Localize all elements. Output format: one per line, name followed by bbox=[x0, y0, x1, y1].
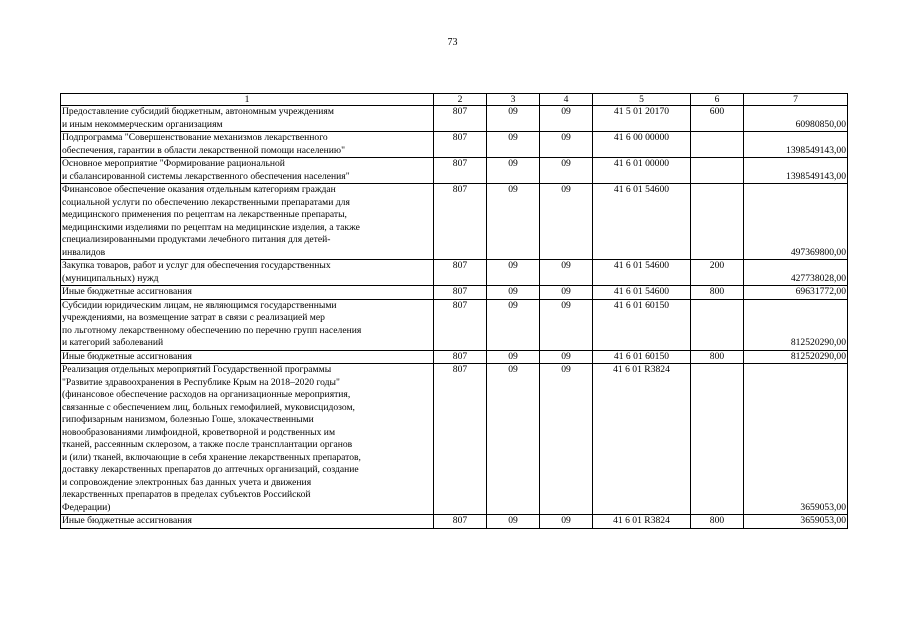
cell-ved: 807 bbox=[434, 364, 487, 515]
cell-name bbox=[61, 158, 434, 184]
cell-subsection: 09 bbox=[540, 299, 593, 350]
cell-section: 09 bbox=[487, 515, 540, 529]
cell-subsection: 09 bbox=[540, 132, 593, 158]
table-row bbox=[61, 132, 848, 158]
table-row bbox=[61, 184, 848, 260]
cell-name-line: и сопровождение электронных баз данных учета и движения bbox=[62, 476, 312, 488]
cell-section: 09 bbox=[487, 106, 540, 132]
cell-name-line: специализированными продуктами лечебного питания для детей- bbox=[62, 234, 331, 245]
cell-name-line: учреждениями, на возмещение затрат в связи с реализацией мер bbox=[62, 312, 325, 323]
cell-name bbox=[61, 106, 434, 132]
cell-name-line: Подпрограмма "Совершенствование механизмов лекарственного bbox=[62, 132, 328, 143]
cell-subsection: 09 bbox=[540, 184, 593, 260]
cell-expense-type bbox=[691, 184, 744, 260]
cell-ved: 807 bbox=[434, 515, 487, 529]
cell-section: 09 bbox=[487, 364, 540, 515]
table-row bbox=[61, 286, 848, 300]
cell-ved: 807 bbox=[434, 350, 487, 364]
table-row bbox=[61, 299, 848, 350]
cell-section: 09 bbox=[487, 350, 540, 364]
cell-expense-type: 800 bbox=[691, 350, 744, 364]
cell-target-code: 41 6 00 00000 bbox=[593, 132, 691, 158]
cell-expense-type bbox=[691, 364, 744, 515]
cell-name bbox=[61, 260, 434, 286]
cell-target-code: 41 6 01 54600 bbox=[593, 184, 691, 260]
cell-target-code: 41 6 01 54600 bbox=[593, 260, 691, 286]
cell-ved: 807 bbox=[434, 184, 487, 260]
cell-expense-type: 800 bbox=[691, 515, 744, 529]
cell-amount: 427738028,00 bbox=[744, 260, 848, 286]
cell-target-code: 41 6 01 54600 bbox=[593, 286, 691, 300]
header-col-4: 4 bbox=[540, 94, 593, 106]
cell-name-line: и сбалансированной системы лекарственного обеспечения населения" bbox=[62, 170, 350, 182]
cell-subsection: 09 bbox=[540, 515, 593, 529]
table-row bbox=[61, 260, 848, 286]
cell-subsection: 09 bbox=[540, 364, 593, 515]
cell-subsection: 09 bbox=[540, 286, 593, 300]
cell-name-line: Основное мероприятие "Формирование рациональной bbox=[62, 158, 285, 169]
header-col-7: 7 bbox=[744, 94, 848, 106]
header-col-5: 5 bbox=[593, 94, 691, 106]
cell-name-line: тканей, рассеянным склерозом, а также после трансплантации органов bbox=[62, 439, 353, 450]
cell-name bbox=[61, 184, 434, 260]
cell-amount: 812520290,00 bbox=[744, 350, 848, 364]
cell-ved: 807 bbox=[434, 299, 487, 350]
cell-amount: 812520290,00 bbox=[744, 299, 848, 350]
cell-name-line: и иным некоммерческим организациям bbox=[62, 118, 223, 130]
cell-target-code: 41 6 01 R3824 bbox=[593, 515, 691, 529]
header-col-3: 3 bbox=[487, 94, 540, 106]
cell-expense-type: 600 bbox=[691, 106, 744, 132]
cell-subsection: 09 bbox=[540, 260, 593, 286]
cell-subsection: 09 bbox=[540, 350, 593, 364]
cell-target-code: 41 6 01 60150 bbox=[593, 299, 691, 350]
cell-name-line: Закупка товаров, работ и услуг для обеспечения государственных bbox=[62, 260, 331, 271]
cell-name-line: Федерации) bbox=[62, 501, 111, 513]
cell-section: 09 bbox=[487, 158, 540, 184]
cell-name-line: гипофизарным нанизмом, болезнью Гоше, злокачественными bbox=[62, 414, 314, 425]
table-row bbox=[61, 158, 848, 184]
cell-expense-type: 200 bbox=[691, 260, 744, 286]
cell-amount: 1398549143,00 bbox=[744, 158, 848, 184]
table-body bbox=[61, 106, 848, 529]
cell-expense-type: 800 bbox=[691, 286, 744, 300]
cell-name bbox=[61, 286, 434, 300]
table-row bbox=[61, 364, 848, 515]
cell-name-line: социальной услуги по обеспечению лекарственными препаратами для bbox=[62, 196, 350, 208]
cell-ved: 807 bbox=[434, 132, 487, 158]
cell-name-line: связанные с обеспечением лиц, больных гемофилией, муковисцидозом, bbox=[62, 401, 355, 413]
cell-expense-type bbox=[691, 132, 744, 158]
cell-amount: 69631772,00 bbox=[744, 286, 848, 300]
cell-name-line: инвалидов bbox=[62, 246, 106, 258]
cell-name-line: Иные бюджетные ассигнования bbox=[62, 350, 192, 362]
cell-name bbox=[61, 299, 434, 350]
table-row bbox=[61, 350, 848, 364]
cell-name-line: Иные бюджетные ассигнования bbox=[62, 286, 192, 297]
cell-name-line: и категорий заболеваний bbox=[62, 337, 164, 348]
cell-name-line: лекарственных препаратов в пределах субъектов Российской bbox=[62, 489, 311, 500]
table-row bbox=[61, 515, 848, 529]
cell-ved: 807 bbox=[434, 106, 487, 132]
cell-name-line: (финансовое обеспечение расходов на организационные мероприятия, bbox=[62, 389, 351, 400]
cell-name-line: Предоставление субсидий бюджетным, автономным учреждениям bbox=[62, 106, 334, 117]
cell-target-code: 41 6 01 00000 bbox=[593, 158, 691, 184]
cell-expense-type bbox=[691, 299, 744, 350]
cell-amount: 60980850,00 bbox=[744, 106, 848, 132]
cell-section: 09 bbox=[487, 184, 540, 260]
budget-table bbox=[60, 93, 848, 529]
cell-name-line: "Развитие здравоохранения в Республике Крым на 2018–2020 годы" bbox=[62, 376, 340, 388]
header-col-2: 2 bbox=[434, 94, 487, 106]
cell-ved: 807 bbox=[434, 260, 487, 286]
page-number: 73 bbox=[447, 37, 458, 48]
cell-amount: 3659053,00 bbox=[744, 364, 848, 515]
cell-name-line: медицинскими изделиями по рецептам на медицинские изделия, а также bbox=[62, 221, 360, 233]
cell-section: 09 bbox=[487, 260, 540, 286]
cell-target-code: 41 6 01 60150 bbox=[593, 350, 691, 364]
cell-name bbox=[61, 364, 434, 515]
cell-subsection: 09 bbox=[540, 158, 593, 184]
cell-name-line: доставку лекарственных препаратов до аптечных организаций, создание bbox=[62, 464, 359, 475]
cell-name-line: Субсидии юридическим лицам, не являющимся государственными bbox=[62, 299, 337, 311]
cell-name bbox=[61, 515, 434, 529]
cell-subsection: 09 bbox=[540, 106, 593, 132]
cell-name-line: медицинского применения по рецептам на лекарственные препараты, bbox=[62, 209, 347, 220]
cell-expense-type bbox=[691, 158, 744, 184]
cell-section: 09 bbox=[487, 299, 540, 350]
cell-name-line: (муниципальных) нужд bbox=[62, 272, 159, 284]
header-col-6: 6 bbox=[691, 94, 744, 106]
cell-name-line: обеспечения, гарантии в области лекарственной помощи населению" bbox=[62, 144, 346, 156]
cell-section: 09 bbox=[487, 132, 540, 158]
cell-amount: 497369800,00 bbox=[744, 184, 848, 260]
cell-name-line: новообразованиями лимфоидной, кроветворной и родственных им bbox=[62, 426, 336, 438]
cell-target-code: 41 6 01 R3824 bbox=[593, 364, 691, 515]
cell-name-line: Финансовое обеспечение оказания отдельным категориям граждан bbox=[62, 184, 336, 195]
cell-name-line: Иные бюджетные ассигнования bbox=[62, 515, 192, 526]
table-row bbox=[61, 106, 848, 132]
cell-name bbox=[61, 132, 434, 158]
cell-amount: 1398549143,00 bbox=[744, 132, 848, 158]
cell-ved: 807 bbox=[434, 286, 487, 300]
cell-name-line: по льготному лекарственному обеспечению по перечню групп населения bbox=[62, 324, 362, 336]
cell-section: 09 bbox=[487, 286, 540, 300]
cell-name-line: и (или) тканей, включающие в себя хранение лекарственных препаратов, bbox=[62, 451, 361, 463]
cell-target-code: 41 5 01 20170 bbox=[593, 106, 691, 132]
cell-name-line: Реализация отдельных мероприятий Государственной программы bbox=[62, 364, 332, 375]
header-col-1: 1 bbox=[61, 94, 434, 106]
cell-amount: 3659053,00 bbox=[744, 515, 848, 529]
cell-name bbox=[61, 350, 434, 364]
table-header-row bbox=[61, 94, 848, 106]
cell-ved: 807 bbox=[434, 158, 487, 184]
